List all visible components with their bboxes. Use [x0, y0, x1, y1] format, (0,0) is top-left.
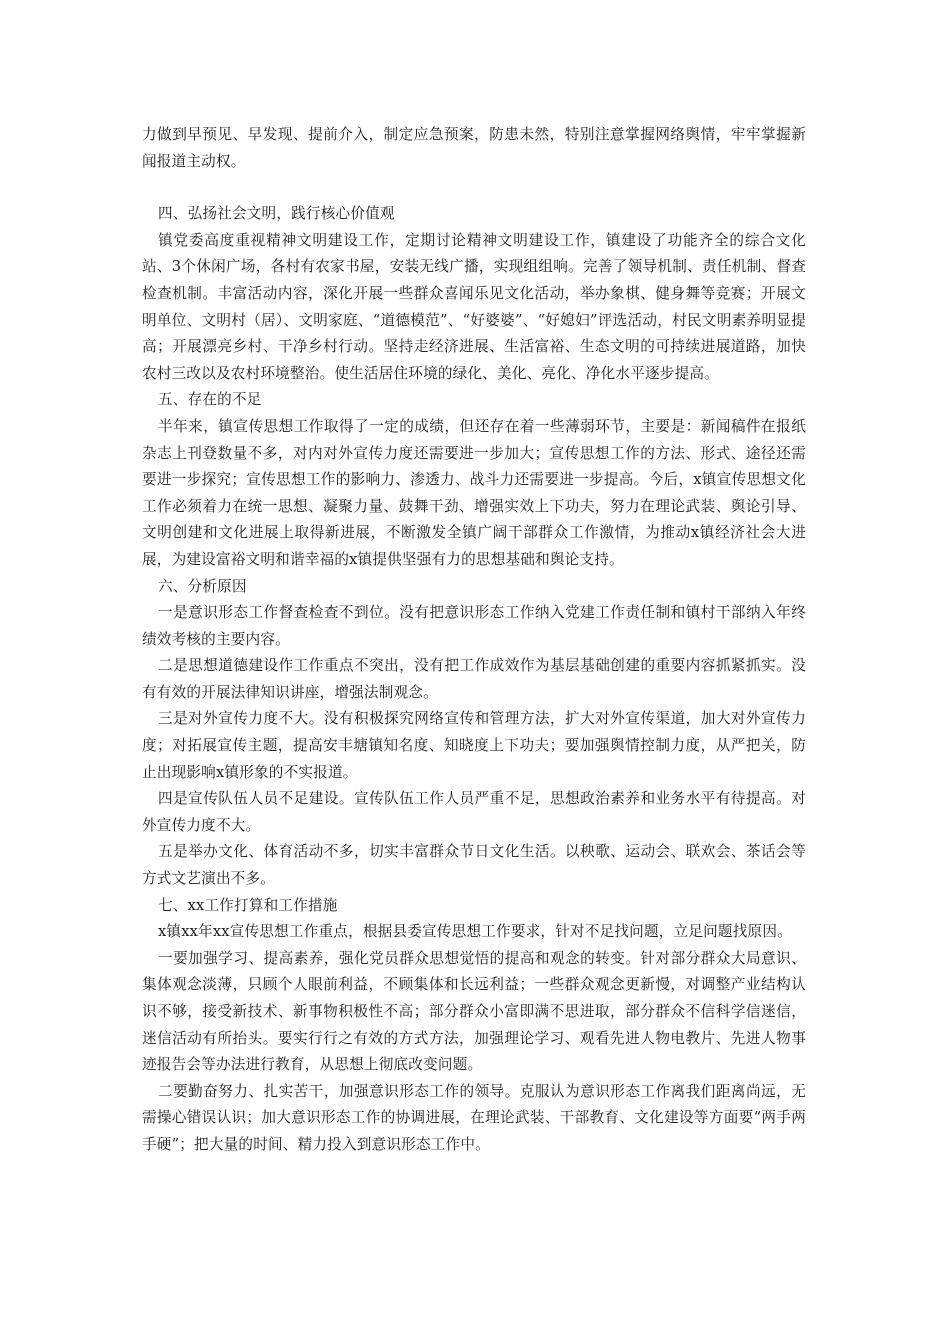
section4-heading: 四、弘扬社会文明，践行核心价值观 — [158, 205, 395, 223]
section4-paragraph: 镇党委高度重视精神文明建设工作，定期讨论精神文明建设工作，镇建设了功能齐全的综合文化站、3个休闲广场，各村有农家书屋，安装无线广播，实现组组响。完善了领导机制、责任机制、督查检查机制。丰富活动内容，深化开展一些群众喜闻乐见文化活动，举办象棋、健身舞等竞赛；开展文明单位、文明村（居）、文明家庭、“道德模范”、“好婆婆”、“好媳妇”评选活动，村民文明素养明显提高；开展漂亮乡村、干净乡村行动。坚持走经济进展、生活富裕、生态文明的可持续进展道路，加快农村三改以及农村环境整治。使生活居住环境的绿化、美化、亮化、净化水平逐步提高。 — [142, 231, 806, 382]
section6-paragraph-3: 三是对外宣传力度不大。没有积极探究网络宣传和管理方法，扩大对外宣传渠道，加大对外宣传力度；对拓展宣传主题，提高安丰塘镇知名度、知晓度上下功夫；要加强舆情控制力度，从严把关，防止出现影响x镇形象的不实报道。 — [142, 710, 806, 781]
section7-paragraph-2: 一要加强学习、提高素养，强化党员群众思想觉悟的提高和观念的转变。针对部分群众大局意识、集体观念淡薄，只顾个人眼前利益，不顾集体和长远利益；一些群众观念更新慢，对调整产业结构认识不够，接受新技术、新事物积极性不高；部分群众小富即满不思进取，部分群众不信科学信迷信，迷信活动有所抬头。要实行行之有效的方式方法，加强理论学习、观看先进人物电教片、先进人物事迹报告会等办法进行教育，从思想上彻底改变问题。 — [142, 949, 806, 1074]
section7-paragraph-1: x镇xx年xx宣传思想工作重点，根据县委宣传思想工作要求，针对不足找问题，立足问题找原因。 — [158, 923, 792, 941]
section-gap — [142, 175, 806, 201]
intro-continuation: 力做到早预见、早发现、提前介入，制定应急预案，防患未然，特别注意掌握网络舆情，牢牢掌握新闻报道主动权。 — [142, 126, 806, 170]
section6-paragraph-4: 四是宣传队伍人员不足建设。宣传队伍工作人员严重不足，思想政治素养和业务水平有待提高。对外宣传力度不大。 — [142, 790, 806, 834]
section6-heading: 六、分析原因 — [158, 577, 247, 595]
section6-paragraph-2: 二是思想道德建设作工作重点不突出，没有把工作成效作为基层基础创建的重要内容抓紧抓实。没有有效的开展法律知识讲座，增强法制观念。 — [142, 657, 806, 701]
section7-heading: 七、xx工作打算和工作措施 — [158, 896, 338, 914]
section5-heading: 五、存在的不足 — [158, 391, 262, 409]
document-body — [142, 122, 806, 1159]
section7-paragraph-3: 二要勤奋努力、扎实苦干，加强意识形态工作的领导。克服认为意识形态工作离我们距离尚远，无需操心错误认识；加大意识形态工作的协调进展，在理论武装、干部教育、文化建设等方面要“两手两手硬”；把大量的时间、精力投入到意识形态工作中。 — [142, 1082, 806, 1153]
section6-paragraph-1: 一是意识形态工作督查检查不到位。没有把意识形态工作纳入党建工作责任制和镇村干部纳入年终绩效考核的主要内容。 — [142, 604, 806, 648]
section5-paragraph: 半年来，镇宣传思想工作取得了一定的成绩，但还存在着一些薄弱环节，主要是：新闻稿件在报纸杂志上刊登数量不多，对内对外宣传力度还需要进一步加大；宣传思想工作的方法、形式、途径还需要进一步探究；宣传思想工作的影响力、渗透力、战斗力还需要进一步提高。今后，x镇宣传思想文化工作必须着力在统一思想、凝聚力量、鼓舞干劲、增强实效上下功夫，努力在理论武装、舆论引导、文明创建和文化进展上取得新进展，不断激发全镇广阔干部群众工作激情，为推动x镇经济社会大进展，为建设富裕文明和谐幸福的x镇提供坚强有力的思想基础和舆论支持。 — [142, 417, 806, 568]
section6-paragraph-5: 五是举办文化、体育活动不多，切实丰富群众节日文化生活。以秧歌、运动会、联欢会、茶话会等方式文艺演出不多。 — [142, 843, 806, 888]
